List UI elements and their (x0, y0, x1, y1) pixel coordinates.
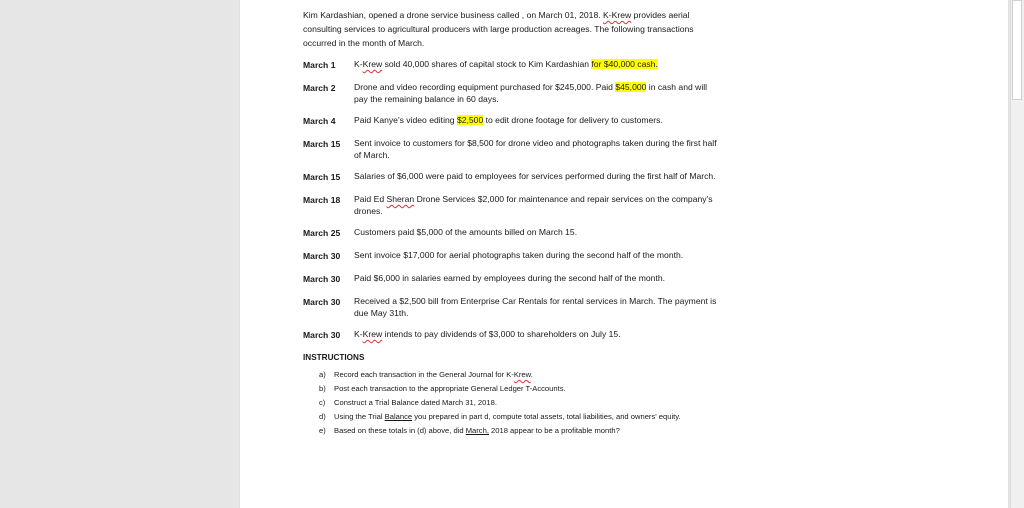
spellcheck-word[interactable]: Sheran (386, 194, 415, 204)
transaction-description: Paid Ed Sheran Drone Services $2,000 for maintenance and repair services on the company's drones. (354, 194, 713, 216)
instruction-text: Construct a Trial Balance dated March 31, 2018. (334, 398, 497, 407)
instruction-label: b) (319, 384, 326, 393)
transaction-description: Paid $6,000 in salaries earned by employees during the second half of the month. (354, 273, 666, 283)
transaction-description: Paid Kanye's video editing $2,500 to edit drone footage for delivery to customers. (354, 115, 663, 125)
transaction-description: K-Krew sold 40,000 shares of capital stock to Kim Kardashian for $40,000 cash. (354, 59, 658, 69)
transaction-date: March 15 (303, 139, 341, 149)
transaction-description: Received a $2,500 bill from Enterprise Car Rentals for rental services in March. The payment is due May 31th. (354, 296, 717, 318)
instructions-list (319, 369, 723, 437)
transaction-date: March 30 (303, 251, 341, 261)
transaction-description: Drone and video recording equipment purchased for $245,000. Paid $45,000 in cash and will pay the remaining balance in 60 days. (354, 82, 708, 104)
highlighted-text: $2,500 (456, 115, 484, 125)
instructions-heading: INSTRUCTIONS (303, 353, 365, 362)
transaction-description: Sent invoice $17,000 for aerial photographs taken during the second half of the month. (354, 250, 684, 260)
transaction-date: March 30 (303, 274, 341, 284)
transaction-date: March 4 (303, 116, 336, 126)
transaction-description: Sent invoice to customers for $8,500 for drone video and photographs taken during the first half of March. (354, 138, 717, 160)
intro-paragraph: Kim Kardashian, opened a drone service business called , on March 01, 2018. K-Krew provides aerial consulting services to agricultural producers with large production acreages. The following transactions occurred in the month of March. (303, 10, 694, 48)
underlined-word: March, (465, 426, 489, 435)
underlined-word: Balance (384, 412, 413, 421)
instruction-item (319, 383, 723, 395)
transaction-date: March 15 (303, 172, 341, 182)
instruction-label: e) (319, 426, 326, 435)
instruction-text: Based on these totals in (d) above, did March, 2018 appear to be a profitable month? (334, 426, 620, 435)
spellcheck-word[interactable]: Krew (362, 329, 383, 339)
transaction-date: March 1 (303, 60, 336, 70)
transaction-date: March 2 (303, 83, 336, 93)
transaction-description: K-Krew intends to pay dividends of $3,000 to shareholders on July 15. (354, 329, 621, 339)
transaction-row (303, 137, 723, 161)
instruction-text: Post each transaction to the appropriate General Ledger T-Accounts. (334, 384, 566, 393)
transaction-date: March 18 (303, 195, 341, 205)
transaction-date: March 25 (303, 228, 341, 238)
instruction-label: a) (319, 370, 326, 379)
document-body (303, 8, 723, 439)
spellcheck-word[interactable]: Krew (362, 59, 383, 69)
transaction-description: Customers paid $5,000 of the amounts billed on March 15. (354, 227, 578, 237)
instruction-item (319, 411, 723, 423)
instruction-text: Record each transaction in the General Journal for K-Krew. (334, 370, 533, 379)
spellcheck-word[interactable]: Krew (513, 370, 531, 379)
instruction-item (319, 425, 723, 437)
transaction-row (303, 193, 723, 217)
transaction-row (303, 58, 723, 72)
instruction-item (319, 397, 723, 409)
spellcheck-word[interactable]: K-Krew (603, 10, 632, 20)
instruction-label: c) (319, 398, 326, 407)
transaction-row (303, 249, 723, 263)
instruction-item (319, 369, 723, 381)
transaction-date: March 30 (303, 330, 341, 340)
transaction-description: Salaries of $6,000 were paid to employees for services performed during the first half of March. (354, 171, 716, 181)
instruction-label: d) (319, 412, 326, 421)
highlighted-text: for $40,000 cash. (591, 59, 658, 69)
highlighted-text: $45,000 (615, 82, 647, 92)
transaction-row (303, 295, 723, 319)
instruction-text: Using the Trial Balance you prepared in part d, compute total assets, total liabilities, and owners' equity. (334, 412, 681, 421)
transaction-row (303, 272, 723, 286)
transaction-date: March 30 (303, 297, 341, 307)
transaction-row (303, 114, 723, 128)
scrollbar-thumb[interactable] (1012, 0, 1022, 100)
transaction-row (303, 170, 723, 184)
transaction-row (303, 81, 723, 105)
transaction-row (303, 226, 723, 240)
transaction-row (303, 328, 723, 342)
